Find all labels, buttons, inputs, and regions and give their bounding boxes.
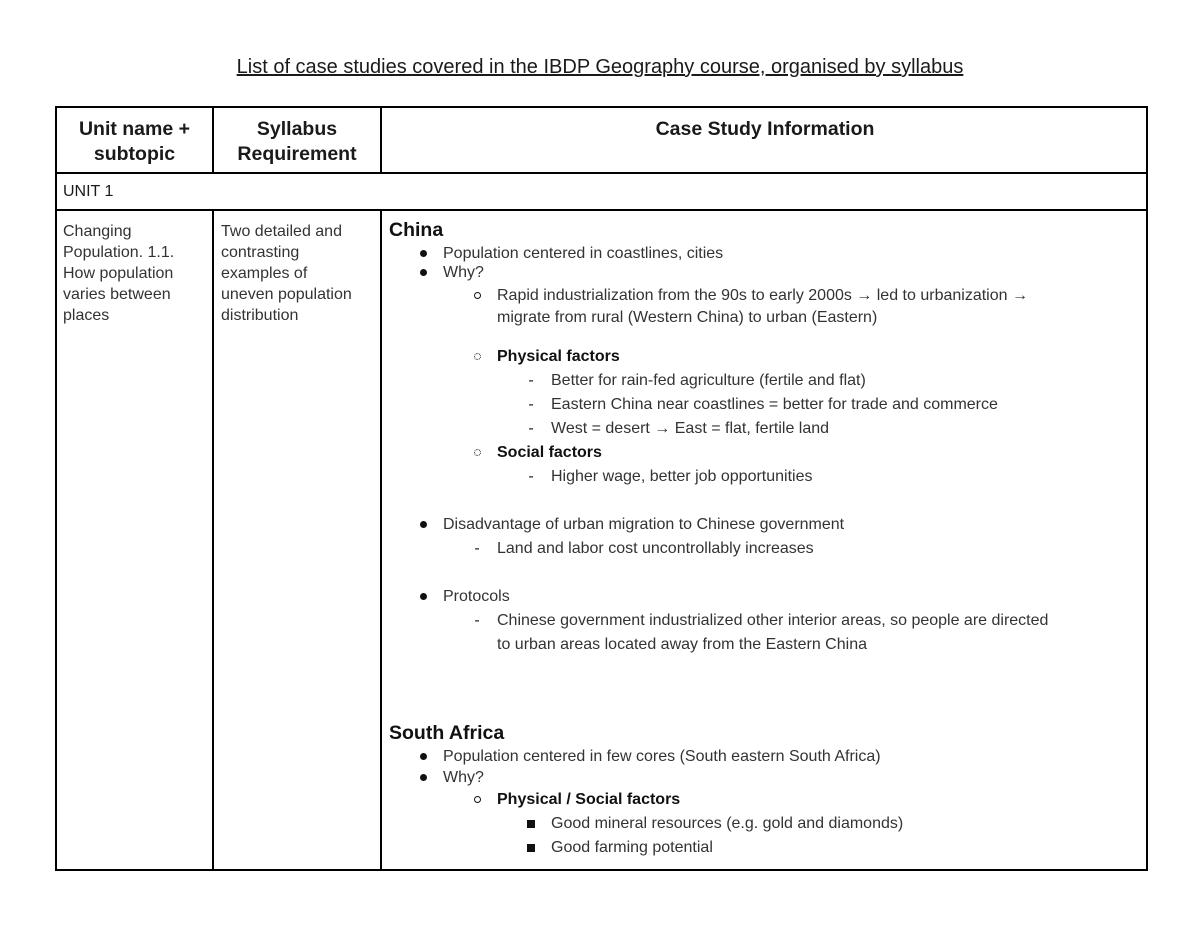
header-syllabus-requirement: Syllabus Requirement bbox=[237, 118, 357, 165]
row-divider bbox=[57, 172, 1146, 174]
list-item-continued: to urban areas located away from the Eastern China bbox=[497, 636, 867, 653]
row-divider bbox=[57, 209, 1146, 211]
list-item: - Chinese government industrialized other interior areas, so people are directed bbox=[389, 609, 1139, 633]
list-item: Why? bbox=[389, 261, 1139, 285]
bullet-dot-icon bbox=[416, 766, 430, 790]
bullet-dash-icon: - bbox=[528, 420, 534, 437]
column-divider bbox=[380, 210, 382, 871]
bullet-dash-icon: - bbox=[528, 372, 534, 389]
bullet-ring-icon bbox=[470, 441, 484, 465]
list-item: Protocols bbox=[389, 585, 1139, 609]
syllabus-requirement-cell: Two detailed and contrasting examples of uneven population distribution bbox=[221, 223, 352, 324]
list-item: - Eastern China near coastlines = better for trade and commerce bbox=[389, 393, 1139, 417]
list-item: Physical factors bbox=[389, 345, 1139, 369]
unit-subtopic-cell: Changing Population. 1.1. How population varies between places bbox=[63, 223, 175, 324]
list-item: - Higher wage, better job opportunities bbox=[389, 465, 1139, 489]
list-item: - Land and labor cost uncontrollably increases bbox=[389, 537, 1139, 561]
list-item-continued: migrate from rural (Western China) to urban (Eastern) bbox=[497, 309, 878, 326]
list-item: Disadvantage of urban migration to Chinese government bbox=[389, 513, 1139, 537]
list-item: Rapid industrialization from the 90s to early 2000s → led to urbanization → bbox=[389, 284, 1139, 308]
bullet-ring-icon bbox=[470, 284, 484, 308]
case-title-china: China bbox=[389, 219, 444, 241]
bullet-dot-icon bbox=[416, 585, 430, 609]
list-item: - West = desert → East = flat, fertile land bbox=[389, 417, 1139, 441]
header-case-study-information: Case Study Information bbox=[655, 118, 875, 140]
column-divider bbox=[212, 210, 214, 871]
bullet-square-icon bbox=[524, 836, 538, 860]
list-item: Physical / Social factors bbox=[389, 788, 1139, 812]
bullet-dot-icon bbox=[416, 513, 430, 537]
header-unit-subtopic: Unit name + subtopic bbox=[78, 118, 191, 165]
list-item: - Better for rain-fed agriculture (fertile and flat) bbox=[389, 369, 1139, 393]
list-item: Population centered in few cores (South eastern South Africa) bbox=[389, 745, 1139, 769]
bullet-square-icon bbox=[524, 812, 538, 836]
list-item: Good mineral resources (e.g. gold and diamonds) bbox=[389, 812, 1139, 836]
bullet-dash-icon: - bbox=[474, 540, 480, 557]
bullet-dash-icon: - bbox=[528, 396, 534, 413]
case-study-content bbox=[389, 218, 1139, 860]
case-study-table bbox=[55, 106, 1148, 871]
list-item: Population centered in coastlines, cities bbox=[389, 242, 1139, 266]
list-item: Social factors bbox=[389, 441, 1139, 465]
list-item: Why? bbox=[389, 766, 1139, 790]
page-title: List of case studies covered in the IBDP Geography course, organised by syllabus bbox=[236, 56, 964, 78]
unit-row-label: UNIT 1 bbox=[63, 183, 114, 200]
bullet-dash-icon: - bbox=[528, 468, 534, 485]
case-title-south-africa: South Africa bbox=[389, 722, 505, 744]
bullet-ring-icon bbox=[470, 345, 484, 369]
bullet-dot-icon bbox=[416, 261, 430, 285]
bullet-ring-icon bbox=[470, 788, 484, 812]
bullet-dash-icon: - bbox=[474, 612, 480, 629]
list-item: Good farming potential bbox=[389, 836, 1139, 860]
